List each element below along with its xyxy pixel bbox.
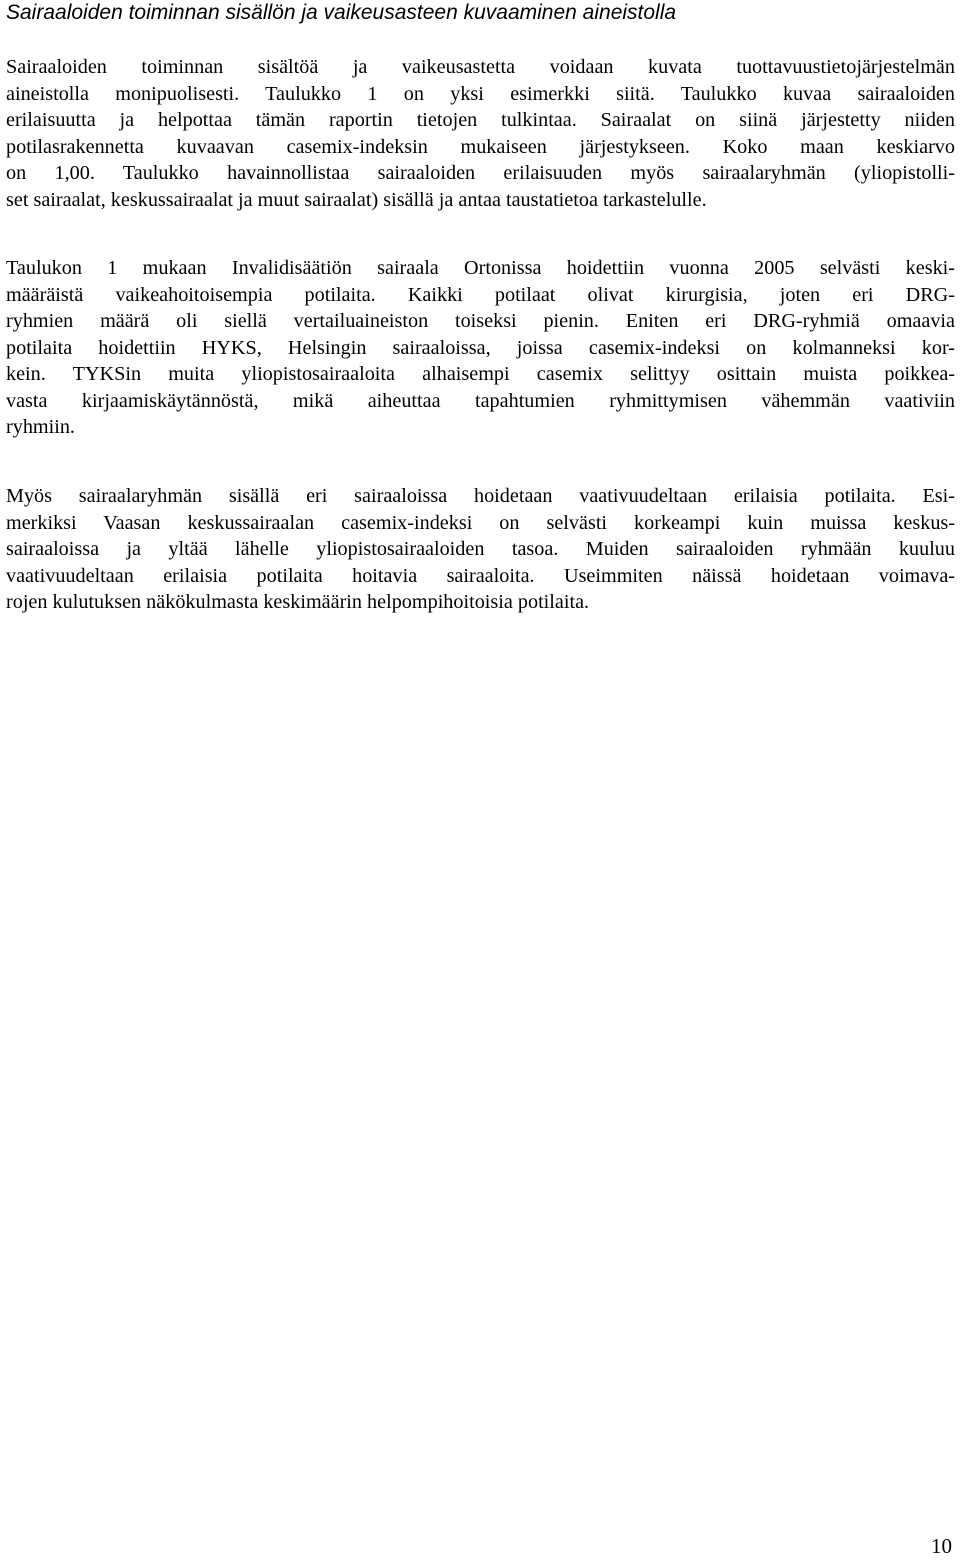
paragraph-line: sairaaloissa ja yltää lähelle yliopistosairaaloiden tasoa. Muiden sairaaloiden ryhmään kuuluu bbox=[6, 538, 955, 560]
paragraph-line: vasta kirjaamiskäytännöstä, mikä aiheuttaa tapahtumien ryhmittymisen vähemmän vaativiin bbox=[6, 389, 955, 412]
paragraph-line: Myös sairaalaryhmän sisällä eri sairaaloissa hoidetaan vaativuudeltaan erilaisia potilaita. Esi- bbox=[6, 485, 955, 507]
paragraph-line: määräistä vaikeahoitoisempia potilaita. Kaikki potilaat olivat kirurgisia, joten eri DRG- bbox=[6, 283, 955, 306]
paragraph-line: vaativuudeltaan erilaisia potilaita hoitavia sairaaloita. Useimmiten näissä hoidetaan voimava- bbox=[6, 564, 955, 587]
document-page bbox=[6, 0, 956, 1560]
paragraph-line: rojen kulutuksen näkökulmasta keskimäärin helpompihoitoisia potilaita. bbox=[6, 591, 590, 613]
page-number: 10 bbox=[931, 1534, 952, 1558]
paragraph-line: ryhmiin. bbox=[6, 416, 75, 438]
paragraph-line: erilaisuutta ja helpottaa tämän raportin tietojen tulkintaa. Sairaalat on siinä järjestetty niiden bbox=[6, 109, 955, 131]
paragraph-line: ryhmien määrä oli siellä vertailuaineiston toiseksi pienin. Eniten eri DRG-ryhmiä omaavia bbox=[6, 310, 955, 332]
paragraph-line: potilasrakennetta kuvaavan casemix-indeksin mukaiseen järjestykseen. Koko maan keskiarvo bbox=[6, 135, 955, 158]
paragraph-3 bbox=[6, 483, 955, 616]
paragraph-line: set sairaalat, keskussairaalat ja muut sairaalat) sisällä ja antaa taustatietoa tarkastelulle. bbox=[6, 188, 707, 211]
paragraph-line: potilaita hoidettiin HYKS, Helsingin sairaaloissa, joissa casemix-indeksi on kolmanneksi kor- bbox=[6, 336, 955, 359]
paragraph-1 bbox=[6, 54, 955, 213]
paragraph-line: merkiksi Vaasan keskussairaalan casemix-indeksi on selvästi korkeampi kuin muissa keskus- bbox=[6, 511, 955, 534]
paragraph-line: Sairaaloiden toiminnan sisältöä ja vaikeusastetta voidaan kuvata tuottavuustietojärjestelmän bbox=[6, 56, 955, 78]
paragraph-2 bbox=[6, 255, 955, 441]
paragraph-line: aineistolla monipuolisesti. Taulukko 1 on yksi esimerkki siitä. Taulukko kuvaa sairaaloiden bbox=[6, 82, 955, 105]
paragraph-line: on 1,00. Taulukko havainnollistaa sairaaloiden erilaisuuden myös sairaalaryhmän (yliopistolli- bbox=[6, 162, 955, 184]
section-title: Sairaaloiden toiminnan sisällön ja vaikeusasteen kuvaaminen aineistolla bbox=[6, 1, 677, 24]
paragraph-line: kein. TYKSin muita yliopistosairaaloita alhaisempi casemix selittyy osittain muista poikkea- bbox=[6, 363, 955, 385]
paragraph-line: Taulukon 1 mukaan Invalidisäätiön sairaala Ortonissa hoidettiin vuonna 2005 selvästi keski- bbox=[6, 257, 955, 279]
